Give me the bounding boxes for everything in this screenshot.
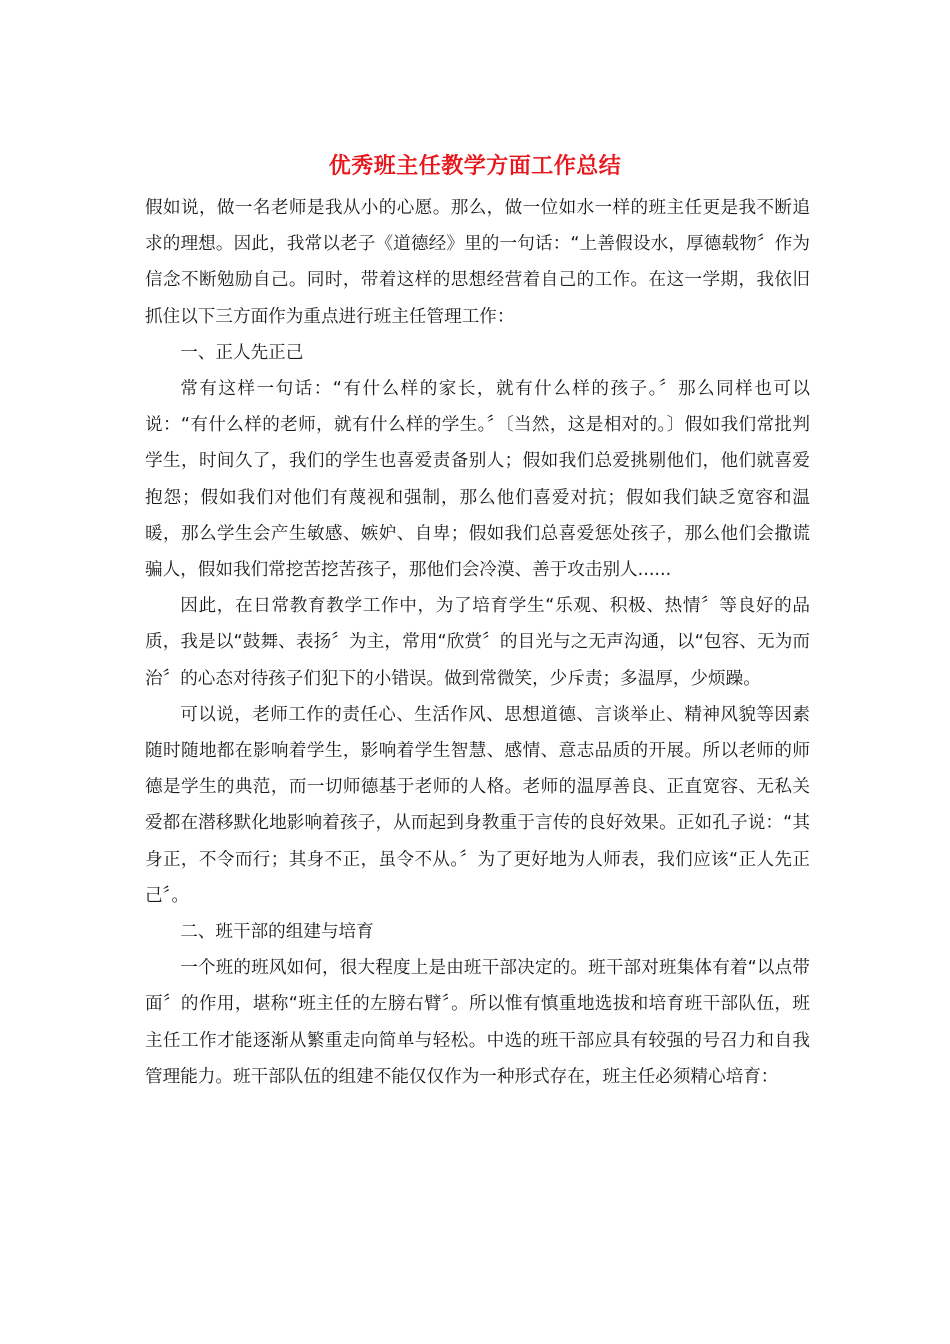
paragraph-section-2-a: 一个班的班风如何，很大程度上是由班干部决定的。班干部对班集体有着“以点带面〞的作用，堪称“班主任的左膀右臂〞。所以惟有慎重地选拔和培育班干部队伍，班主任工作才能逐渐从繁重走向简单与轻松。中选的班干部应具有较强的号召力和自我管理能力。班干部队伍的组建不能仅仅作为一种形式存在，班主任必须精心培育： (145, 958, 810, 1087)
document-title: 优秀班主任教学方面工作总结 (328, 153, 622, 179)
paragraph-section-1-a: 常有这样一句话：“有什么样的家长，就有什么样的孩子。〞那么同样也可以说：“有什么样的老师，就有什么样的学生。〞〔当然，这是相对的。〕假如我们常批判学生，时间久了，我们的学生也喜爱责备别人；假如我们总爱挑剔他们，他们就喜爱抱怨；假如我们对他们有蔑视和强制，那么他们喜爱对抗；假如我们缺乏宽容和温暖，那么学生会产生敏感、嫉妒、自卑；假如我们总喜爱惩处孩子，那么他们会撒谎骗人，假如我们常挖苦挖苦孩子，那他们会冷漠、善于攻击别人...... (145, 379, 810, 581)
paragraph-section-1-c: 可以说，老师工作的责任心、生活作风、思想道德、言谈举止、精神风貌等因素随时随地都在影响着学生，影响着学生智慧、感情、意志品质的开展。所以老师的师德是学生的典范，而一切师德基于老师的人格。老师的温厚善良、正直宽容、无私关爱都在潜移默化地影响着孩子，从而起到身教重于言传的良好效果。正如孔子说：“其身正，不令而行；其身不正，虽令不从。〞为了更好地为人师表，我们应该“正人先正己〞。 (145, 704, 810, 906)
paragraph-intro: 假如说，做一名老师是我从小的心愿。那么，做一位如水一样的班主任更是我不断追求的理想。因此，我常以老子《道德经》里的一句话：“上善假设水，厚德载物〞作为信念不断勉励自己。同时，带着这样的思想经营着自己的工作。在这一学期，我依旧抓住以下三方面作为重点进行班主任管理工作： (145, 198, 810, 327)
section-heading-2: 二、班干部的组建与培育 (180, 922, 374, 943)
paragraph-section-1-b: 因此，在日常教育教学工作中，为了培育学生“乐观、积极、热情〞等良好的品质，我是以“鼓舞、表扬〞为主，常用“欣赏〞的目光与之无声沟通，以“包容、无为而治〞的心态对待孩子们犯下的小错误。做到常微笑，少斥责；多温厚，少烦躁。 (145, 596, 810, 689)
document-body (145, 190, 810, 1095)
section-heading-1: 一、正人先正己 (180, 342, 304, 363)
